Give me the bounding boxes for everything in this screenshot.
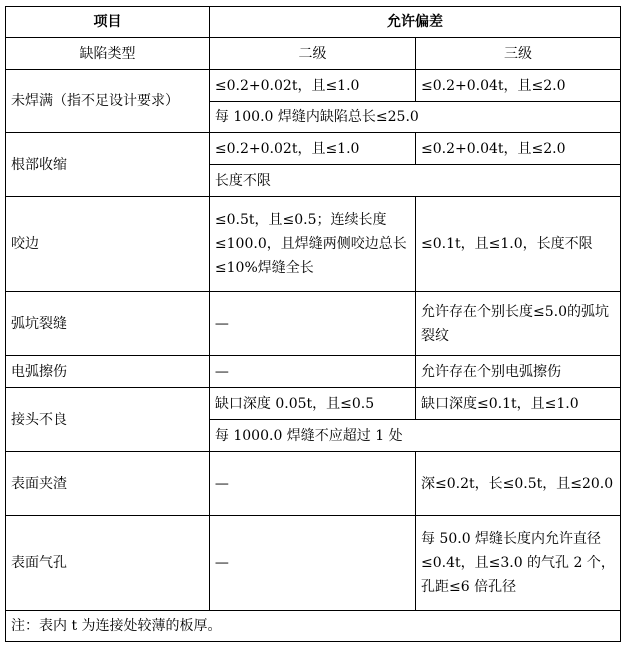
- table-row: [6, 388, 621, 420]
- defect-name: 根部收缩: [6, 133, 210, 197]
- defect-name: 弧坑裂缝: [6, 292, 210, 356]
- grade2-value: ≤0.2+0.02t，且≤1.0: [209, 70, 415, 102]
- table-row: [6, 133, 621, 165]
- subheader-grade2: 二级: [209, 38, 415, 70]
- grade2-value: —: [209, 452, 415, 516]
- defect-name: 接头不良: [6, 388, 210, 452]
- header-item: 项目: [6, 7, 210, 38]
- header-deviation: 允许偏差: [209, 7, 620, 38]
- subheader-defect-type: 缺陷类型: [6, 38, 210, 70]
- shared-note: 长度不限: [209, 165, 620, 197]
- grade3-value: ≤0.1t，且≤1.0，长度不限: [415, 197, 620, 292]
- defect-name: 电弧擦伤: [6, 356, 210, 388]
- shared-note: 每 1000.0 焊缝不应超过 1 处: [209, 420, 620, 452]
- grade2-value: 缺口深度 0.05t，且≤0.5: [209, 388, 415, 420]
- grade2-value: —: [209, 292, 415, 356]
- header-row: [6, 7, 621, 38]
- grade2-value: —: [209, 516, 415, 611]
- grade3-value: 缺口深度≤0.1t，且≤1.0: [415, 388, 620, 420]
- defect-name: 咬边: [6, 197, 210, 292]
- defect-name: 表面夹渣: [6, 452, 210, 516]
- grade2-value: ≤0.2+0.02t，且≤1.0: [209, 133, 415, 165]
- grade3-value: 深≤0.2t，长≤0.5t，且≤20.0: [415, 452, 620, 516]
- subheader-row: [6, 38, 621, 70]
- table-row: [6, 516, 621, 611]
- grade3-value: 允许存在个别电弧擦伤: [415, 356, 620, 388]
- grade3-value: 允许存在个别长度≤5.0的弧坑裂纹: [415, 292, 620, 356]
- table-row: [6, 292, 621, 356]
- grade2-value: ≤0.5t，且≤0.5；连续长度≤100.0，且焊缝两侧咬边总长≤10%焊缝全长: [209, 197, 415, 292]
- footnote: 注：表内 t 为连接处较薄的板厚。: [6, 611, 621, 642]
- table-row: [6, 70, 621, 102]
- grade3-value: ≤0.2+0.04t，且≤2.0: [415, 133, 620, 165]
- grade3-value: ≤0.2+0.04t，且≤2.0: [415, 70, 620, 102]
- table-row: [6, 197, 621, 292]
- defect-name: 未焊满（指不足设计要求）: [6, 70, 210, 133]
- weld-defect-table: [5, 6, 621, 642]
- grade2-value: —: [209, 356, 415, 388]
- defect-name: 表面气孔: [6, 516, 210, 611]
- table-row: [6, 452, 621, 516]
- shared-note: 每 100.0 焊缝内缺陷总长≤25.0: [209, 102, 620, 133]
- table-row: [6, 356, 621, 388]
- footnote-row: [6, 611, 621, 642]
- subheader-grade3: 三级: [415, 38, 620, 70]
- grade3-value: 每 50.0 焊缝长度内允许直径≤0.4t，且≤3.0 的气孔 2 个，孔距≤6 倍孔径: [415, 516, 620, 611]
